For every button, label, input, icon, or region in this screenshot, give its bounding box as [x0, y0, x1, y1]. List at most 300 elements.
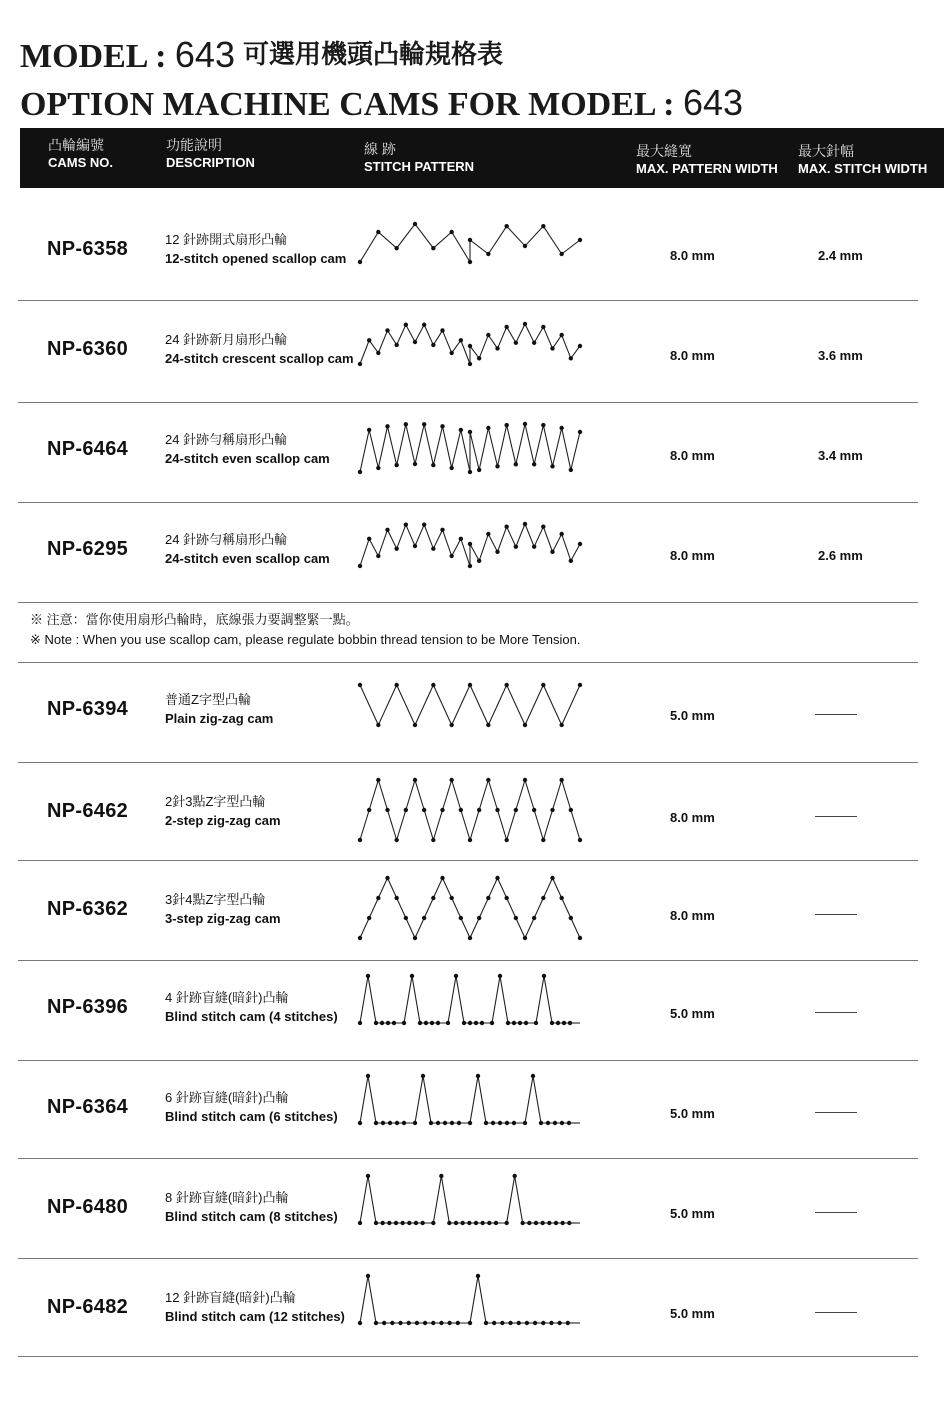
cam-description-zh: 2針3點Z字型凸輪 [165, 794, 266, 809]
stitch-point [394, 463, 398, 467]
stitch-pattern-blind-6 [355, 1068, 585, 1148]
stitch-point [404, 916, 408, 920]
stitch-point [550, 550, 554, 554]
stitch-point [459, 537, 463, 541]
stitch-point [505, 1121, 509, 1125]
stitch-point [394, 1221, 398, 1225]
stitch-point [381, 1121, 385, 1125]
cam-code: NP-6360 [47, 338, 129, 360]
note-en: ※ Note : When you use scallop cam, please regulate bobbin thread tension to be More Tension. [30, 632, 581, 647]
stitch-point [468, 1021, 472, 1025]
stitch-point [542, 974, 546, 978]
stitch-point [358, 470, 362, 474]
stitch-point [439, 1321, 443, 1325]
stitch-point [400, 1221, 404, 1225]
stitch-point [532, 544, 536, 548]
stitch-point [462, 1021, 466, 1025]
stitch-point [358, 260, 362, 264]
row-divider [18, 662, 918, 663]
stitch-point [424, 1021, 428, 1025]
stitch-point [423, 1321, 427, 1325]
row-divider [18, 960, 918, 961]
stitch-point [550, 464, 554, 468]
stitch-point [524, 1021, 528, 1025]
cam-description-zh: 8 針跡盲縫(暗針)凸輪 [165, 1190, 289, 1205]
cam-description-en: Blind stitch cam (4 stitches) [165, 1009, 338, 1024]
header-cams [48, 136, 113, 172]
stitch-point [440, 328, 444, 332]
stitch-point [569, 916, 573, 920]
stitch-point [539, 1121, 543, 1125]
stitch-point [486, 333, 490, 337]
max-pattern-width: 8.0 mm [670, 248, 715, 263]
stitch-point [557, 1321, 561, 1325]
stitch-point [422, 323, 426, 327]
stitch-pattern-blind-12 [355, 1268, 585, 1348]
stitch-point [578, 838, 582, 842]
stitch-point [504, 423, 508, 427]
stitch-pattern-scallop-open [355, 210, 585, 290]
stitch-point [374, 1321, 378, 1325]
stitch-point [477, 808, 481, 812]
stitch-point [559, 896, 563, 900]
stitch-point [366, 1274, 370, 1278]
stitch-point [504, 224, 508, 228]
stitch-point [468, 542, 472, 546]
stitch-point [498, 974, 502, 978]
table-row [20, 400, 944, 500]
stitch-point [495, 876, 499, 880]
stitch-point [404, 422, 408, 426]
cam-description-en: 24-stitch crescent scallop cam [165, 351, 354, 366]
stitch-point [457, 1121, 461, 1125]
cam-description-en: Plain zig-zag cam [165, 711, 274, 726]
stitch-point [394, 838, 398, 842]
stitch-point [402, 1121, 406, 1125]
stitch-point [447, 1321, 451, 1325]
stitch-point [387, 1221, 391, 1225]
header-stitch-width [798, 142, 927, 178]
stitch-point [366, 1174, 370, 1178]
stitch-point [431, 683, 435, 687]
cam-description-en: 24-stitch even scallop cam [165, 551, 330, 566]
stitch-point [358, 362, 362, 366]
stitch-point [431, 463, 435, 467]
stitch-point [504, 325, 508, 329]
stitch-point [404, 808, 408, 812]
max-stitch-width-empty [815, 1212, 857, 1213]
cam-code: NP-6295 [47, 538, 129, 560]
stitch-point [559, 778, 563, 782]
stitch-point [486, 252, 490, 256]
stitch-point [468, 362, 472, 366]
stitch-point [413, 723, 417, 727]
max-stitch-width-empty [815, 1012, 857, 1013]
max-pattern-width: 8.0 mm [670, 810, 715, 825]
max-stitch-width: 3.6 mm [818, 348, 863, 363]
note-zh: ※ 注意：當你使用扇形凸輪時，底線張力要調整緊一點。 [30, 612, 359, 627]
stitch-point [431, 1221, 435, 1225]
stitch-point [385, 808, 389, 812]
stitch-point [413, 778, 417, 782]
stitch-point [562, 1021, 566, 1025]
stitch-point [443, 1121, 447, 1125]
stitch-point [531, 1074, 535, 1078]
stitch-point [431, 343, 435, 347]
cam-description [165, 1188, 338, 1226]
row-divider [18, 300, 918, 301]
stitch-point [422, 916, 426, 920]
stitch-point [376, 554, 380, 558]
stitch-point [556, 1021, 560, 1025]
stitch-pattern-scallop-crescent [355, 310, 585, 390]
title-line-2 [20, 82, 743, 124]
stitch-point [541, 224, 545, 228]
stitch-point [421, 1074, 425, 1078]
cam-description-en: Blind stitch cam (8 stitches) [165, 1209, 338, 1224]
stitch-point [374, 1221, 378, 1225]
stitch-point [550, 346, 554, 350]
stitch-point [358, 936, 362, 940]
header-pattern [364, 140, 474, 176]
table-row [20, 300, 944, 400]
header-sw-en: MAX. STITCH WIDTH [798, 161, 928, 176]
stitch-point [468, 564, 472, 568]
stitch-point [459, 428, 463, 432]
stitch-point [484, 1321, 488, 1325]
stitch-point [460, 1221, 464, 1225]
cam-description [165, 530, 330, 568]
cam-code: NP-6480 [47, 1196, 129, 1218]
stitch-point [422, 422, 426, 426]
stitch-point [512, 1121, 516, 1125]
stitch-point [559, 252, 563, 256]
stitch-line [360, 780, 580, 840]
table-row [20, 1058, 944, 1158]
cam-description-en: 24-stitch even scallop cam [165, 451, 330, 466]
stitch-point [569, 559, 573, 563]
max-stitch-width-empty [815, 714, 857, 715]
max-pattern-width: 5.0 mm [670, 1206, 715, 1221]
stitch-point [394, 246, 398, 250]
stitch-line [360, 224, 580, 262]
stitch-point [358, 564, 362, 568]
row-divider [18, 762, 918, 763]
stitch-line [360, 976, 570, 1023]
stitch-point [358, 1321, 362, 1325]
stitch-point [559, 333, 563, 337]
stitch-point [480, 1021, 484, 1025]
stitch-point [550, 808, 554, 812]
cam-description [165, 330, 354, 368]
stitch-point [559, 723, 563, 727]
stitch-point [474, 1021, 478, 1025]
stitch-point [474, 1221, 478, 1225]
row-divider [18, 1060, 918, 1061]
title-option-number: 643 [683, 82, 744, 123]
stitch-point [385, 876, 389, 880]
row-divider [18, 1258, 918, 1259]
stitch-point [523, 522, 527, 526]
cam-description-en: Blind stitch cam (12 stitches) [165, 1309, 345, 1324]
stitch-point [512, 1174, 516, 1178]
stitch-point [449, 230, 453, 234]
stitch-point [402, 1021, 406, 1025]
stitch-point [431, 896, 435, 900]
cam-code: NP-6462 [47, 800, 129, 822]
stitch-point [392, 1021, 396, 1025]
cam-description-zh: 24 針跡勻稱扇形凸輪 [165, 432, 288, 447]
stitch-point [541, 683, 545, 687]
cam-code: NP-6396 [47, 996, 129, 1018]
stitch-point [394, 546, 398, 550]
stitch-point [560, 1221, 564, 1225]
header-pw-zh: 最大縫寬 [636, 143, 692, 159]
cam-description-en: 3-step zig-zag cam [165, 911, 281, 926]
header-sw-zh: 最大針幅 [798, 143, 854, 159]
stitch-point [534, 1221, 538, 1225]
title-option-label: OPTION MACHINE CAMS FOR MODEL : [20, 86, 683, 123]
title-model-number: 643 [174, 34, 235, 75]
cam-description [165, 1288, 345, 1326]
stitch-point [385, 424, 389, 428]
stitch-point [498, 1121, 502, 1125]
max-pattern-width: 5.0 mm [670, 1306, 715, 1321]
stitch-point [506, 1021, 510, 1025]
stitch-point [376, 230, 380, 234]
stitch-point [560, 1121, 564, 1125]
stitch-point [446, 1021, 450, 1025]
stitch-point [486, 532, 490, 536]
cam-description-zh: 24 針跡新月扇形凸輪 [165, 332, 288, 347]
stitch-point [454, 1221, 458, 1225]
max-pattern-width: 8.0 mm [670, 348, 715, 363]
stitch-point [480, 1221, 484, 1225]
max-pattern-width: 8.0 mm [670, 548, 715, 563]
stitch-point [376, 351, 380, 355]
max-stitch-width-empty [815, 1312, 857, 1313]
stitch-point [477, 916, 481, 920]
stitch-point [578, 238, 582, 242]
stitch-point [449, 723, 453, 727]
stitch-point [491, 1121, 495, 1125]
stitch-pattern-scallop-even-a [355, 410, 585, 490]
cam-code: NP-6362 [47, 898, 129, 920]
stitch-point [404, 522, 408, 526]
stitch-point [468, 1121, 472, 1125]
cam-description [165, 1088, 338, 1126]
max-pattern-width: 5.0 mm [670, 1006, 715, 1021]
stitch-point [518, 1021, 522, 1025]
cam-code: NP-6464 [47, 438, 129, 460]
stitch-point [358, 1121, 362, 1125]
stitch-point [527, 1221, 531, 1225]
header-description [166, 136, 255, 172]
stitch-point [454, 974, 458, 978]
cam-description-en: Blind stitch cam (6 stitches) [165, 1109, 338, 1124]
stitch-point [532, 341, 536, 345]
stitch-point [492, 1321, 496, 1325]
max-pattern-width: 5.0 mm [670, 708, 715, 723]
stitch-point [418, 1021, 422, 1025]
stitch-point [484, 1121, 488, 1125]
stitch-point [495, 808, 499, 812]
title-chinese: 可選用機頭凸輪規格表 [242, 40, 503, 69]
stitch-point [449, 896, 453, 900]
stitch-point [532, 462, 536, 466]
stitch-point [578, 936, 582, 940]
stitch-point [553, 1121, 557, 1125]
row-divider [18, 1356, 918, 1357]
cam-description-en: 12-stitch opened scallop cam [165, 251, 347, 266]
stitch-point [367, 537, 371, 541]
cam-description-zh: 4 針跡盲縫(暗針)凸輪 [165, 990, 289, 1005]
stitch-pattern-blind-4 [355, 968, 585, 1048]
stitch-point [532, 808, 536, 812]
cam-description [165, 890, 281, 928]
stitch-point [459, 916, 463, 920]
stitch-line [360, 1076, 569, 1123]
stitch-point [366, 974, 370, 978]
stitch-point [467, 1221, 471, 1225]
table-row [20, 1258, 944, 1358]
stitch-point [376, 723, 380, 727]
stitch-point [376, 466, 380, 470]
stitch-point [374, 1121, 378, 1125]
stitch-point [532, 916, 536, 920]
stitch-point [477, 559, 481, 563]
stitch-point [449, 466, 453, 470]
stitch-point [376, 896, 380, 900]
row-divider [18, 602, 918, 603]
cam-description [165, 690, 273, 728]
cam-description-zh: 普通Z字型凸輪 [165, 692, 251, 707]
cam-description [165, 430, 330, 468]
max-stitch-width: 2.4 mm [818, 248, 863, 263]
max-stitch-width-empty [815, 816, 857, 817]
stitch-point [514, 462, 518, 466]
stitch-point [559, 426, 563, 430]
stitch-pattern-zigzag-3 [355, 870, 585, 950]
table-row [20, 1158, 944, 1258]
header-pattern-zh: 線 跡 [364, 141, 396, 157]
stitch-point [517, 1321, 521, 1325]
stitch-pattern-zigzag-2 [355, 772, 585, 852]
stitch-point [468, 430, 472, 434]
stitch-point [541, 838, 545, 842]
max-stitch-width: 2.6 mm [818, 548, 863, 563]
stitch-point [487, 1221, 491, 1225]
stitch-point [436, 1121, 440, 1125]
max-pattern-width: 8.0 mm [670, 448, 715, 463]
stitch-point [431, 246, 435, 250]
stitch-point [514, 808, 518, 812]
stitch-point [514, 341, 518, 345]
stitch-point [367, 916, 371, 920]
stitch-point [413, 544, 417, 548]
stitch-point [547, 1221, 551, 1225]
stitch-point [385, 528, 389, 532]
stitch-point [358, 1021, 362, 1025]
stitch-point [534, 1021, 538, 1025]
stitch-point [578, 344, 582, 348]
stitch-point [450, 1121, 454, 1125]
stitch-point [414, 1221, 418, 1225]
stitch-line [360, 685, 580, 725]
stitch-point [495, 550, 499, 554]
stitch-point [578, 542, 582, 546]
cam-description-zh: 24 針跡勻稱扇形凸輪 [165, 532, 288, 547]
stitch-point [540, 1221, 544, 1225]
cam-code: NP-6358 [47, 238, 129, 260]
stitch-point [376, 778, 380, 782]
stitch-point [385, 328, 389, 332]
stitch-point [388, 1121, 392, 1125]
table-row [20, 762, 944, 860]
stitch-point [559, 532, 563, 536]
stitch-point [486, 778, 490, 782]
row-divider [18, 402, 918, 403]
stitch-point [456, 1321, 460, 1325]
stitch-point [468, 1321, 472, 1325]
stitch-line [360, 1176, 569, 1223]
stitch-point [490, 1021, 494, 1025]
stitch-point [495, 464, 499, 468]
table-row [20, 500, 944, 600]
header-cams-en: CAMS NO. [48, 155, 113, 170]
stitch-point [525, 1321, 529, 1325]
stitch-point [476, 1274, 480, 1278]
stitch-point [533, 1321, 537, 1325]
stitch-point [541, 325, 545, 329]
header-desc-en: DESCRIPTION [166, 155, 255, 170]
stitch-point [504, 683, 508, 687]
stitch-point [382, 1321, 386, 1325]
stitch-point [398, 1321, 402, 1325]
stitch-point [429, 1121, 433, 1125]
stitch-point [358, 683, 362, 687]
stitch-pattern-scallop-even-b [355, 510, 585, 590]
title-model-label: MODEL : [20, 38, 175, 75]
max-stitch-width-empty [815, 1112, 857, 1113]
stitch-point [436, 1021, 440, 1025]
stitch-point [546, 1121, 550, 1125]
cam-code: NP-6364 [47, 1096, 129, 1118]
stitch-line [360, 878, 580, 938]
stitch-point [569, 808, 573, 812]
header-pattern-en: STITCH PATTERN [364, 159, 475, 174]
stitch-point [394, 896, 398, 900]
stitch-point [430, 1021, 434, 1025]
header-desc-zh: 功能說明 [166, 137, 222, 153]
stitch-point [523, 778, 527, 782]
table-row [20, 200, 944, 300]
stitch-point [413, 222, 417, 226]
cam-description-en: 2-step zig-zag cam [165, 813, 281, 828]
stitch-point [358, 1221, 362, 1225]
stitch-point [550, 876, 554, 880]
table-header [20, 128, 944, 188]
stitch-point [523, 244, 527, 248]
stitch-point [549, 1321, 553, 1325]
stitch-point [468, 936, 472, 940]
stitch-point [449, 554, 453, 558]
stitch-point [449, 351, 453, 355]
stitch-point [523, 322, 527, 326]
stitch-point [367, 808, 371, 812]
stitch-point [431, 1321, 435, 1325]
stitch-point [486, 426, 490, 430]
